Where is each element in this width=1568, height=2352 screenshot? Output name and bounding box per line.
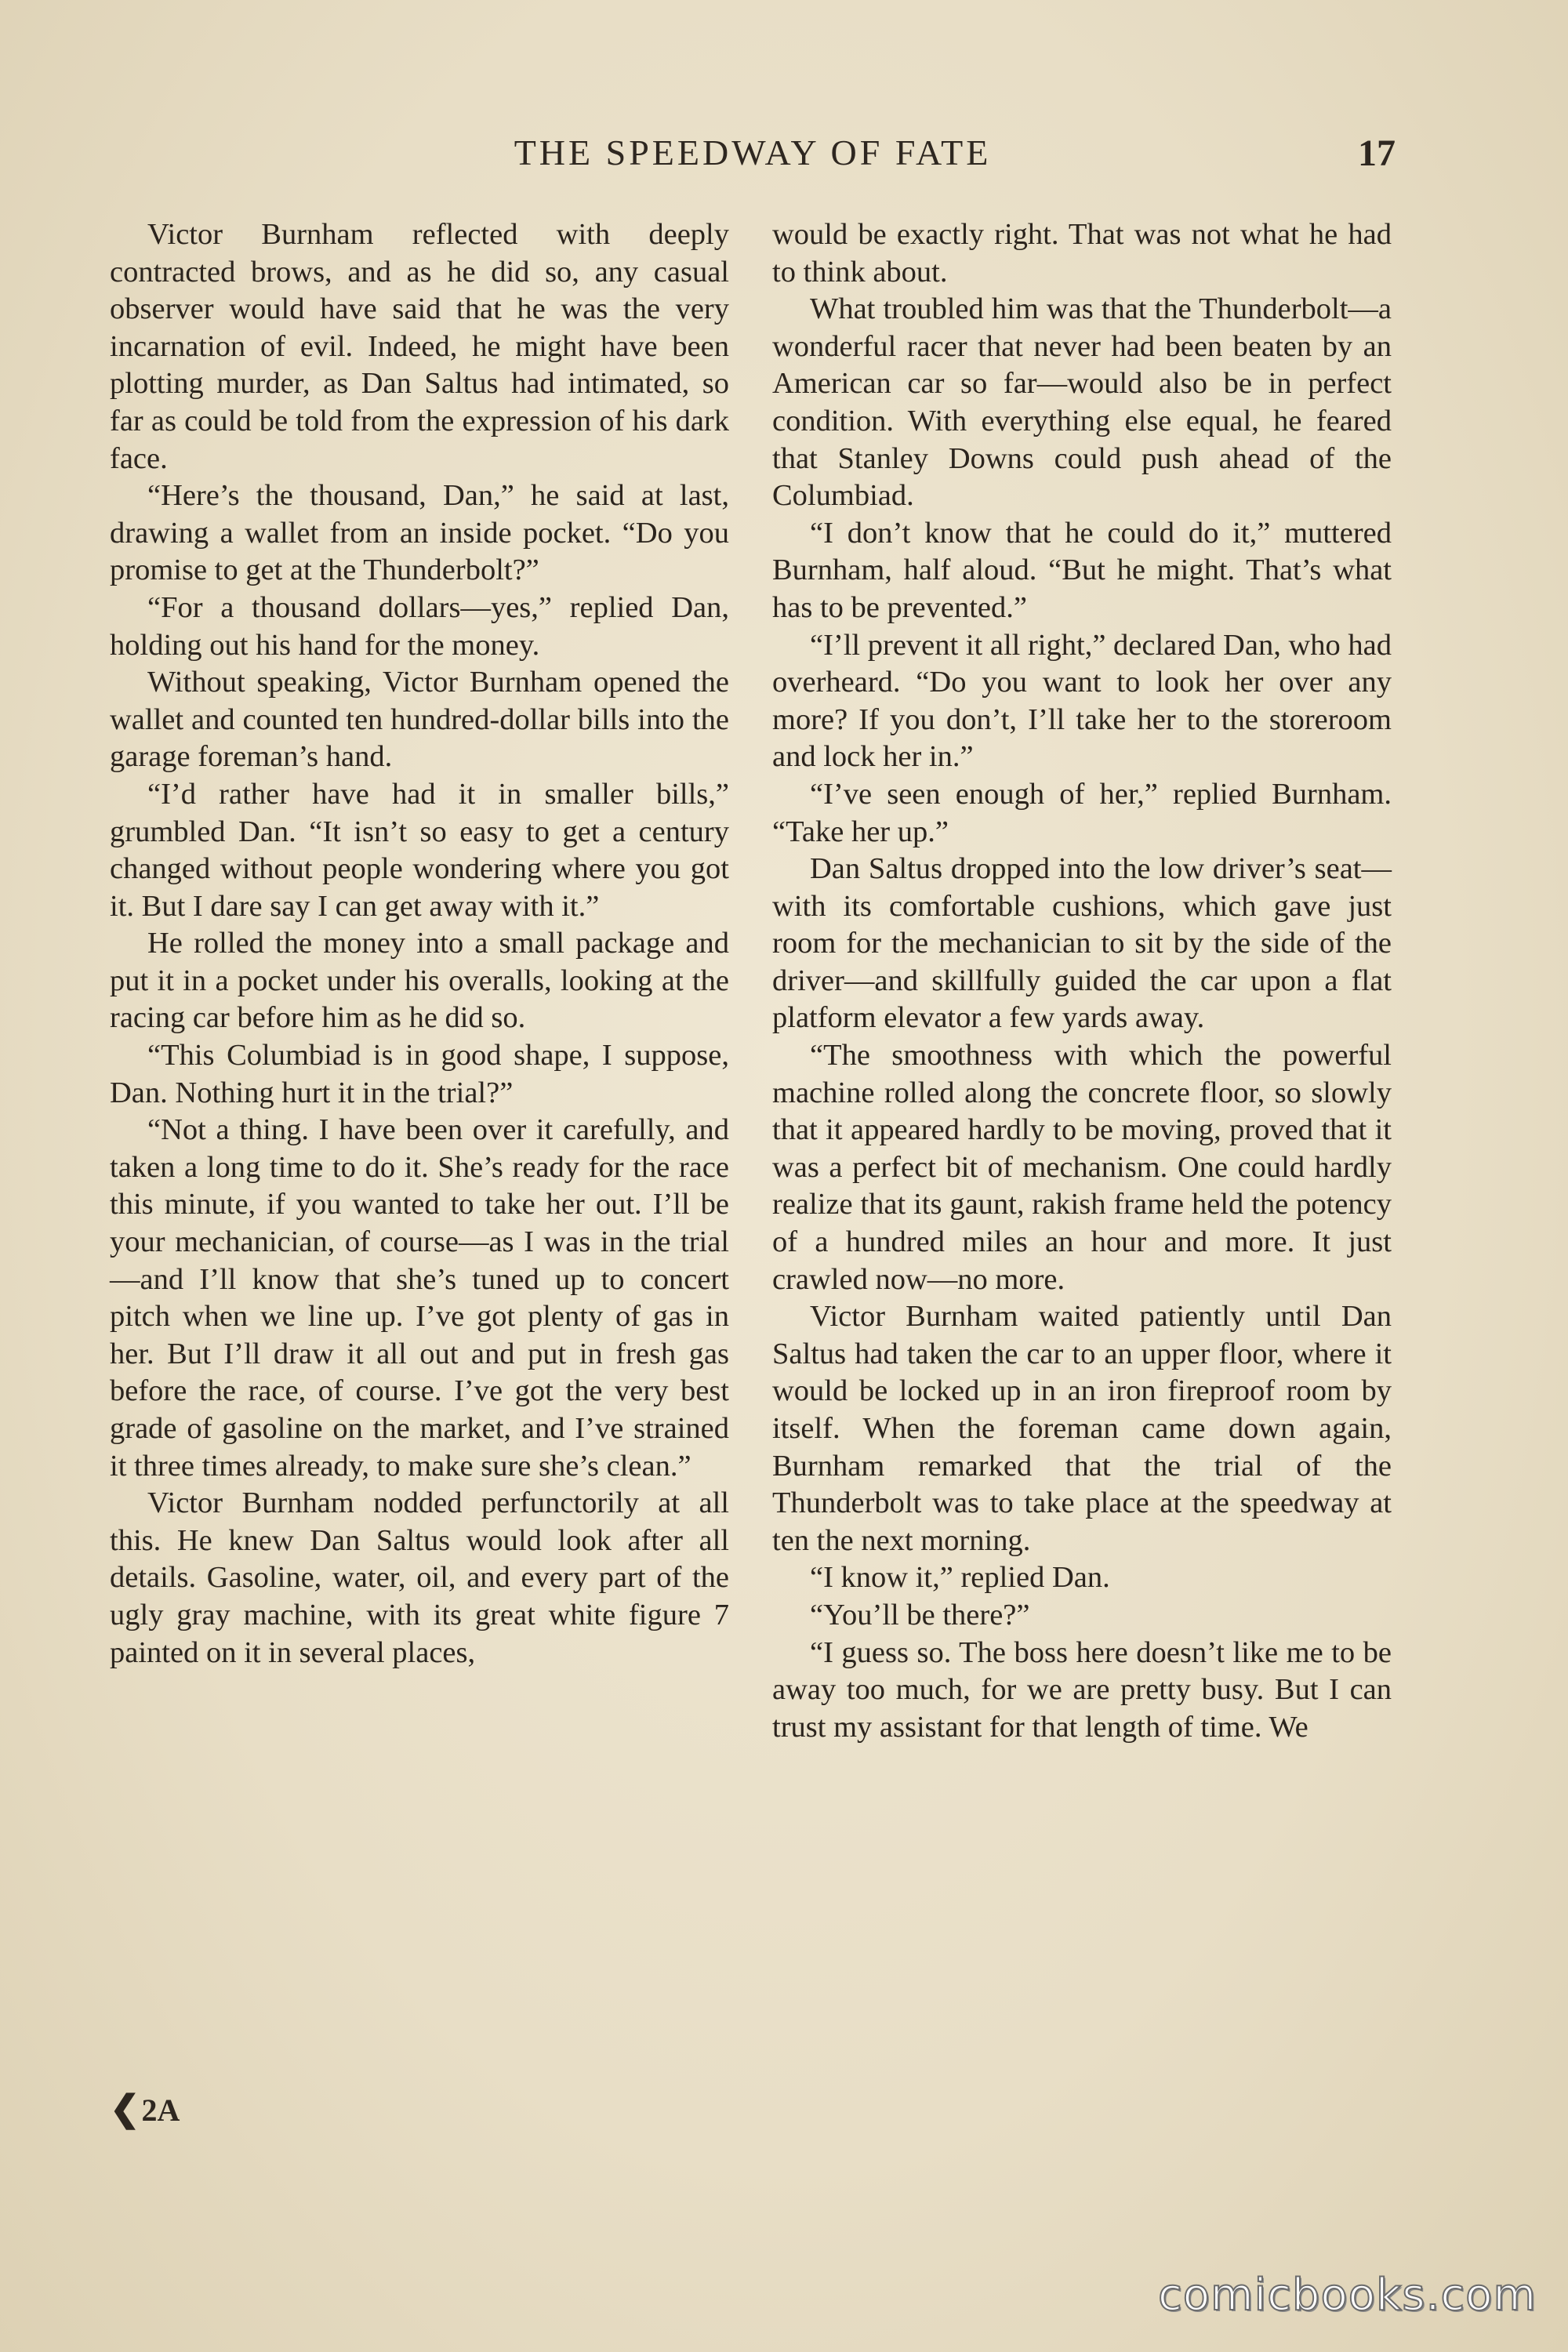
paragraph: “I guess so. The boss here doesn’t like me to be away too much, for we are pretty busy. But I can trust my assistant for that length of time. We — [772, 1635, 1392, 1744]
left-column — [110, 216, 729, 1671]
paragraph: “You’ll be there?” — [810, 1598, 1030, 1632]
paragraph: “Here’s the thousand, Dan,” he said at last, drawing a wallet from an inside pocket. “Do you promise to get at the Thunderbolt?” — [110, 479, 729, 587]
page-number: 17 — [1358, 132, 1396, 174]
paragraph: “I don’t know that he could do it,” muttered Burnham, half aloud. “But he might. That’s what has to be prevented.” — [772, 516, 1392, 624]
paragraph: “I’ve seen enough of her,” replied Burnham. “Take her up.” — [772, 777, 1392, 848]
paragraph: Without speaking, Victor Burnham opened the wallet and counted ten hundred-dollar bills into the garage foreman’s hand. — [110, 666, 729, 774]
paragraph: “I know it,” replied Dan. — [810, 1561, 1110, 1595]
paragraph: “I’ll prevent it all right,” declared Dan, who had overheard. “Do you want to look her over any more? If you don’t, I’ll take her to the storeroom and lock her in.” — [772, 628, 1392, 774]
paragraph: Dan Saltus dropped into the low driver’s seat—with its comfortable cushions, which gave just room for the mechanician to sit by the side of the driver—and skillfully guided the car upon a flat platform elevator a few yards away. — [772, 852, 1392, 1035]
signature-mark — [110, 2087, 180, 2129]
paragraph: “This Columbiad is in good shape, I suppose, Dan. Nothing hurt it in the trial?” — [110, 1039, 729, 1109]
paragraph: He rolled the money into a small package and put it in a pocket under his overalls, looking at the racing car before him as he did so. — [110, 927, 729, 1035]
signature-arrow-icon: ❮ — [110, 2089, 140, 2129]
page-header — [110, 132, 1396, 194]
paragraph: “Not a thing. I have been over it carefully, and taken a long time to do it. She’s ready for the race this minute, if you wanted to take her out. I’ll be your mechanician, of course—as I was in the trial—and I’ll know that she’s tuned up to concert pitch when we line up. I’ve got plenty of gas in her. But I’ll draw it all out and put in fresh gas before the race, of course. I’ve got the very best grade of gasoline on the market, and I’ve strained it three times already, to make sure she’s clean.” — [110, 1113, 729, 1483]
right-column — [772, 216, 1392, 1746]
paragraph: What troubled him was that the Thunderbolt—a wonderful racer that never had been beaten by an American car so far—would also be in perfect condition. With everything else equal, he feared that Stanley Downs could push ahead of the Columbiad. — [772, 292, 1392, 513]
paragraph: Victor Burnham reflected with deeply contracted brows, and as he did so, any casual observer would have said that he was the very incarnation of evil. Indeed, he might have been plotting murder, as Dan Saltus had intimated, so far as could be told from the expression of his dark face. — [110, 218, 729, 475]
paragraph: “For a thousand dollars—yes,” replied Dan, holding out his hand for the money. — [110, 590, 729, 662]
signature-label: 2A — [141, 2092, 180, 2128]
paragraph-continuation: would be exactly right. That was not what he had to think about. — [772, 218, 1392, 289]
paragraph: “I’d rather have had it in smaller bills,” grumbled Dan. “It isn’t so easy to get a century changed without people wondering where you got it. But I dare say I can get away with it.” — [110, 777, 729, 923]
running-title: THE SPEEDWAY OF FATE — [514, 132, 992, 172]
paragraph: “The smoothness with which the powerful machine rolled along the concrete floor, so slowly that it appeared hardly to be moving, proved that it was a perfect bit of mechanism. One could hardly realize that its gaunt, rakish frame held the potency of a hundred miles an hour and more. It just crawled now—no more. — [772, 1039, 1392, 1296]
watermark: comicbooks.com — [1157, 2270, 1537, 2321]
paragraph: Victor Burnham waited patiently until Dan Saltus had taken the car to an upper floor, where it would be locked up in an iron fireproof room by itself. When the foreman came down again, Burnham remarked that the trial of the Thunderbolt was to take place at the speedway at ten the next morning. — [772, 1300, 1392, 1557]
paragraph: Victor Burnham nodded perfunctorily at all this. He knew Dan Saltus would look after all details. Gasoline, water, oil, and every part of the ugly gray machine, with its great white figure 7 painted on it in several places, — [110, 1486, 729, 1669]
